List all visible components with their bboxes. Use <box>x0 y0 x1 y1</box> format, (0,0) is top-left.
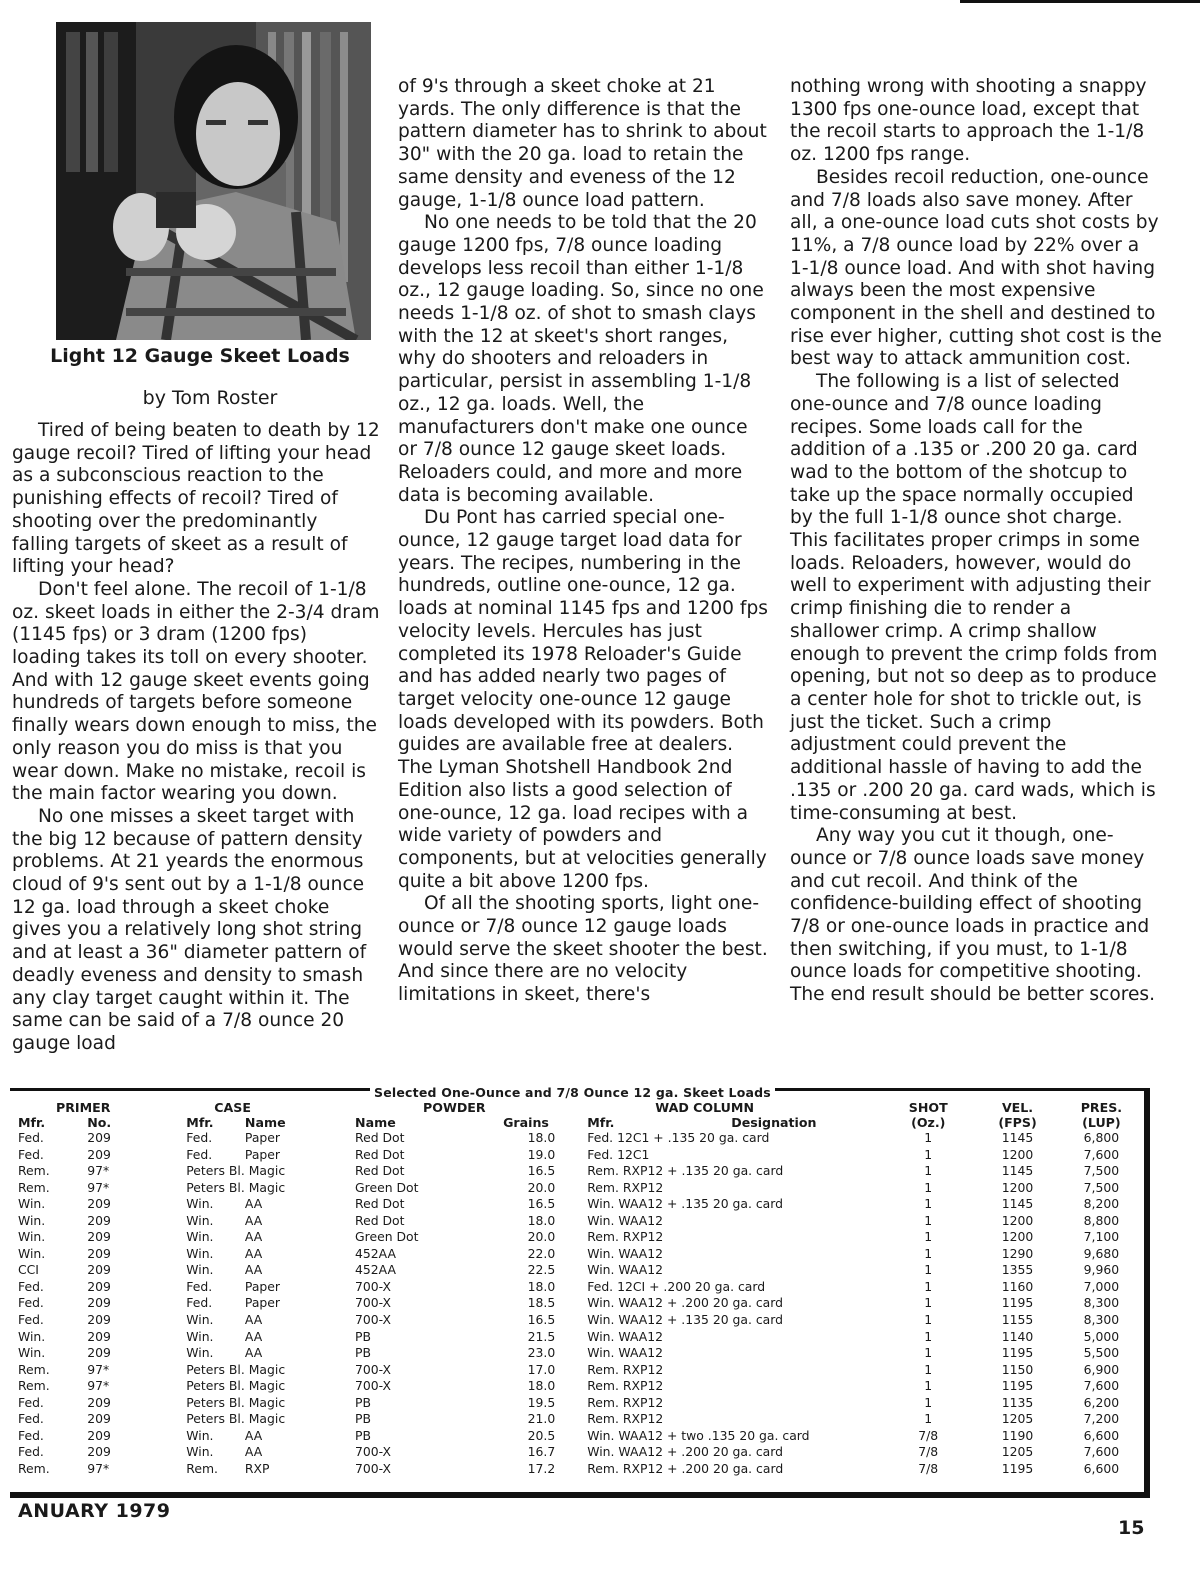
header-wad-mfr: Mfr. <box>587 1115 615 1130</box>
cell-wad: Rem. RXP12 <box>587 1411 664 1427</box>
cell-cname: AA <box>244 1229 263 1245</box>
cell-pno: 97* <box>87 1361 110 1377</box>
cell-grains: 22.0 <box>527 1245 556 1261</box>
cell-pmfr: Fed. <box>18 1146 44 1162</box>
cell-cname: AA <box>244 1312 263 1328</box>
cell-pno: 209 <box>87 1130 111 1145</box>
cell-cmfr: Win. <box>186 1444 214 1460</box>
cell-pmfr: Rem. <box>18 1460 50 1476</box>
cell-powder: 452AA <box>355 1245 396 1261</box>
cell-cname: Paper <box>244 1295 280 1311</box>
cell-vel: 1145 <box>1001 1196 1034 1212</box>
cell-cmfr: Win. <box>186 1427 214 1443</box>
cell-wad: Win. WAA12 <box>587 1212 664 1228</box>
header-primer-no: No. <box>87 1115 112 1130</box>
cell-pno: 209 <box>87 1328 111 1344</box>
cell-shot: 1 <box>924 1361 933 1377</box>
cell-pno: 209 <box>87 1345 111 1361</box>
cell-powder: PB <box>355 1328 372 1344</box>
cell-pmfr: Fed. <box>18 1411 44 1427</box>
cell-powder: 700-X <box>355 1460 392 1476</box>
table-row <box>16 1229 1142 1246</box>
cell-pno: 97* <box>87 1460 110 1476</box>
cell-vel: 1355 <box>1001 1262 1034 1278</box>
header-wad-designation: Designation <box>731 1115 817 1130</box>
cell-pmfr: Fed. <box>18 1394 44 1410</box>
cell-cname: Paper <box>244 1130 280 1145</box>
table-row <box>16 1130 1142 1147</box>
cell-pmfr: Win. <box>18 1229 46 1245</box>
group-shot: SHOT <box>908 1100 948 1115</box>
cell-pres: 8,800 <box>1083 1212 1120 1228</box>
cell-powder: Red Dot <box>355 1146 405 1162</box>
cell-grains: 20.0 <box>527 1179 556 1195</box>
cell-grains: 23.0 <box>527 1345 556 1361</box>
cell-powder: PB <box>355 1427 372 1443</box>
cell-cmfr: Peters Bl. Magic <box>186 1179 286 1195</box>
cell-pno: 209 <box>87 1394 111 1410</box>
cell-shot: 1 <box>924 1179 933 1195</box>
cell-grains: 18.5 <box>527 1295 556 1311</box>
cell-powder: Red Dot <box>355 1130 405 1145</box>
cell-wad: Win. WAA12 + .200 20 ga. card <box>587 1295 784 1311</box>
cell-vel: 1205 <box>1001 1444 1034 1460</box>
cell-wad: Win. WAA12 + .200 20 ga. card <box>587 1444 784 1460</box>
table-row <box>16 1411 1142 1428</box>
cell-powder: Red Dot <box>355 1196 405 1212</box>
cell-vel: 1195 <box>1001 1378 1034 1394</box>
table-row <box>16 1395 1142 1412</box>
table-row <box>16 1461 1142 1478</box>
cell-pmfr: Fed. <box>18 1444 44 1460</box>
cell-pno: 209 <box>87 1196 111 1212</box>
cell-cmfr: Rem. <box>186 1460 218 1476</box>
cell-pmfr: Rem. <box>18 1179 50 1195</box>
cell-vel: 1195 <box>1001 1295 1034 1311</box>
paragraph: of 9's through a skeet choke at 21 yards. The only difference is that the pattern diameter has to shrink to about 30" with the 20 ga. load to retain the same density and eveness of the 12 gauge, 1-1/8 ounce load pattern. <box>398 76 767 211</box>
paragraph: Don't feel alone. The recoil of 1-1/8 oz. skeet loads in either the 2-3/4 dram (1145 fps) or 3 dram (1200 fps) loading takes its toll on every shooter. And with 12 gauge skeet events going hundreds of targets before someone finally wears down enough to miss, the only reason you do miss is that you wear down. Make no mistake, recoil is the main factor wearing you down. <box>12 578 380 805</box>
cell-cmfr: Win. <box>186 1262 214 1278</box>
cell-cmfr: Fed. <box>186 1278 213 1294</box>
cell-cmfr: Peters Bl. Magic <box>186 1394 286 1410</box>
cell-shot: 1 <box>924 1212 933 1228</box>
cell-cmfr: Win. <box>186 1312 214 1328</box>
table-row <box>16 1362 1142 1379</box>
paragraph: Any way you cut it though, one-ounce or 7/8 ounce loads save money and cut recoil. And think of the confidence-building effect of shooting 7/8 or one-ounce loads in practice and then switching, if you must, to 1-1/8 ounce loads for competitive shooting. The end result should be better scores. <box>790 825 1155 1006</box>
cell-pres: 9,960 <box>1083 1262 1120 1278</box>
cell-cname: AA <box>244 1245 263 1261</box>
cell-wad: Fed. 12CI + .200 20 ga. card <box>587 1278 766 1294</box>
cell-cmfr: Win. <box>186 1196 214 1212</box>
cell-cname: AA <box>244 1345 263 1361</box>
cell-powder: 700-X <box>355 1361 392 1377</box>
article-byline: by Tom Roster <box>142 387 278 409</box>
cell-grains: 16.7 <box>527 1444 556 1460</box>
cell-shot: 7/8 <box>918 1460 939 1476</box>
cell-pres: 7,000 <box>1083 1278 1120 1294</box>
cell-shot: 1 <box>924 1196 933 1212</box>
cell-pres: 6,800 <box>1083 1130 1120 1145</box>
table-row <box>16 1378 1142 1395</box>
cell-wad: Rem. RXP12 <box>587 1378 664 1394</box>
table-row <box>16 1329 1142 1346</box>
cell-pno: 209 <box>87 1278 111 1294</box>
cell-vel: 1145 <box>1001 1130 1034 1145</box>
table-group-header-row <box>16 1100 1142 1115</box>
cell-wad: Win. WAA12 + two .135 20 ga. card <box>587 1427 810 1443</box>
group-powder: POWDER <box>423 1100 486 1115</box>
cell-wad: Rem. RXP12 <box>587 1179 664 1195</box>
paragraph: Besides recoil reduction, one-ounce and 7/8 loads also save money. After all, a one-ounce load cuts shot costs by 11%, a 7/8 ounce load by 22% over a 1-1/8 ounce load. And with shot having always been the most expensive component in the shell and destined to rise ever higher, cutting shot cost is the best way to attack ammunition cost. <box>790 166 1162 370</box>
cell-pres: 6,900 <box>1083 1361 1120 1377</box>
header-case-name: Name <box>244 1115 286 1130</box>
cell-pres: 7,600 <box>1083 1378 1120 1394</box>
group-primer: PRIMER <box>56 1100 111 1115</box>
cell-cname: AA <box>244 1444 263 1460</box>
group-wad: WAD COLUMN <box>655 1100 754 1115</box>
cell-cname: Paper <box>244 1146 280 1162</box>
cell-shot: 7/8 <box>918 1427 939 1443</box>
cell-cmfr: Peters Bl. Magic <box>186 1378 286 1394</box>
cell-shot: 1 <box>924 1278 933 1294</box>
cell-cname: AA <box>244 1328 263 1344</box>
top-rule <box>960 0 1200 3</box>
loads-table <box>16 1100 1142 1477</box>
cell-pno: 209 <box>87 1212 111 1228</box>
cell-vel: 1155 <box>1001 1312 1034 1328</box>
cell-shot: 1 <box>924 1146 933 1162</box>
table-header-row <box>16 1115 1142 1130</box>
cell-pno: 209 <box>87 1229 111 1245</box>
group-pres: PRES. <box>1080 1100 1123 1115</box>
header-grains: Grains <box>503 1115 549 1130</box>
cell-powder: 700-X <box>355 1444 392 1460</box>
cell-powder: 700-X <box>355 1278 392 1294</box>
cell-grains: 17.0 <box>527 1361 556 1377</box>
cell-shot: 1 <box>924 1312 933 1328</box>
paragraph: Du Pont has carried special one-ounce, 12 gauge target load data for years. The recipes, numbering in the hundreds, outline one-ounce, 12 ga. loads at nominal 1145 fps and 1200 fps velocity levels. Hercules has just completed its 1978 Reloader's Guide and has added nearly two pages of target velocity one-ounce 12 gauge loads developed with its powders. Both guides are available free at dealers. The Lyman Shotshell Handbook 2nd Edition also lists a good selection of one-ounce, 12 ga. load recipes with a wide variety of powders and components, but at velocities generally quite a bit above 1200 fps. <box>398 507 768 892</box>
cell-pmfr: Rem. <box>18 1163 50 1179</box>
table-row <box>16 1246 1142 1263</box>
cell-pmfr: Fed. <box>18 1278 44 1294</box>
column-2 <box>398 76 770 1007</box>
cell-vel: 1200 <box>1001 1146 1034 1162</box>
header-shot: (Oz.) <box>911 1115 946 1130</box>
cell-wad: Rem. RXP12 <box>587 1229 664 1245</box>
cell-pmfr: Fed. <box>18 1312 44 1328</box>
cell-powder: PB <box>355 1411 372 1427</box>
cell-shot: 1 <box>924 1394 933 1410</box>
cell-wad: Fed. 12C1 + .135 20 ga. card <box>587 1130 770 1145</box>
cell-wad: Win. WAA12 <box>587 1262 664 1278</box>
cell-cname: AA <box>244 1196 263 1212</box>
cell-wad: Win. WAA12 + .135 20 ga. card <box>587 1312 784 1328</box>
cell-pmfr: Rem. <box>18 1378 50 1394</box>
cell-cmfr: Win. <box>186 1328 214 1344</box>
cell-wad: Fed. 12C1 <box>587 1146 650 1162</box>
cell-powder: Green Dot <box>355 1229 419 1245</box>
cell-vel: 1205 <box>1001 1411 1034 1427</box>
table-row <box>16 1196 1142 1213</box>
header-vel: (FPS) <box>998 1115 1037 1130</box>
header-wad <box>585 1115 882 1130</box>
cell-shot: 1 <box>924 1345 933 1361</box>
cell-powder: Red Dot <box>355 1163 405 1179</box>
cell-pmfr: Win. <box>18 1245 46 1261</box>
cell-pmfr: Fed. <box>18 1295 44 1311</box>
cell-pno: 209 <box>87 1444 111 1460</box>
cell-pres: 7,200 <box>1083 1411 1120 1427</box>
cell-pres: 6,200 <box>1083 1394 1120 1410</box>
cell-grains: 18.0 <box>527 1130 556 1145</box>
cell-grains: 18.0 <box>527 1212 556 1228</box>
paragraph: Tired of being beaten to death by 12 gauge recoil? Tired of lifting your head as a subconscious reaction to the punishing effects of recoil? Tired of shooting over the predominantly falling targets of skeet as a result of lifting your head? <box>12 420 380 578</box>
cell-powder: 700-X <box>355 1312 392 1328</box>
cell-wad: Win. WAA12 <box>587 1345 664 1361</box>
cell-pres: 8,300 <box>1083 1295 1120 1311</box>
cell-pres: 8,200 <box>1083 1196 1120 1212</box>
header-case-mfr: Mfr. <box>186 1115 214 1130</box>
paragraph: nothing wrong with shooting a snappy 1300 fps one-ounce load, except that the recoil starts to approach the 1-1/8 oz. 1200 fps range. <box>790 76 1147 166</box>
cell-vel: 1200 <box>1001 1179 1034 1195</box>
paragraph: No one misses a skeet target with the big 12 because of pattern density problems. At 21 yeards the enormous cloud of 9's sent out by a 1-1/8 ounce 12 ga. load through a skeet choke gives you a relatively long shot string and at least a 36" diameter pattern of deadly eveness and density to smash any clay target caught within it. The same can be said of a 7/8 ounce 20 gauge load <box>12 805 367 1054</box>
cell-cname: AA <box>244 1427 263 1443</box>
cell-grains: 21.5 <box>527 1328 556 1344</box>
cell-shot: 1 <box>924 1130 933 1145</box>
cell-cmfr: Win. <box>186 1229 214 1245</box>
column-3 <box>790 76 1162 1007</box>
cell-wad: Rem. RXP12 <box>587 1394 664 1410</box>
issue-date: ANUARY 1979 <box>18 1500 171 1522</box>
cell-cmfr: Win. <box>186 1245 214 1261</box>
cell-cmfr: Win. <box>186 1212 214 1228</box>
cell-pno: 97* <box>87 1163 110 1179</box>
cell-vel: 1190 <box>1001 1427 1034 1443</box>
cell-powder: 700-X <box>355 1295 392 1311</box>
cell-shot: 1 <box>924 1378 933 1394</box>
cell-shot: 7/8 <box>918 1444 939 1460</box>
table-title: Selected One-Ounce and 7/8 Ounce 12 ga. Skeet Loads <box>370 1085 775 1100</box>
page-number: 15 <box>1118 1517 1145 1539</box>
cell-pno: 209 <box>87 1427 111 1443</box>
cell-vel: 1200 <box>1001 1212 1034 1228</box>
cell-pno: 209 <box>87 1146 111 1162</box>
cell-vel: 1195 <box>1001 1460 1034 1476</box>
cell-pno: 209 <box>87 1312 111 1328</box>
table-row <box>16 1147 1142 1164</box>
cell-pres: 7,600 <box>1083 1146 1120 1162</box>
cell-grains: 19.5 <box>527 1394 556 1410</box>
cell-wad: Rem. RXP12 + .135 20 ga. card <box>587 1163 784 1179</box>
cell-cname: AA <box>244 1212 263 1228</box>
cell-cmfr: Fed. <box>186 1146 213 1162</box>
cell-grains: 20.5 <box>527 1427 556 1443</box>
cell-pno: 209 <box>87 1295 111 1311</box>
cell-grains: 18.0 <box>527 1278 556 1294</box>
cell-shot: 1 <box>924 1229 933 1245</box>
cell-pmfr: Win. <box>18 1212 46 1228</box>
cell-pmfr: Fed. <box>18 1427 44 1443</box>
group-vel: VEL. <box>1001 1100 1034 1115</box>
table-row <box>16 1345 1142 1362</box>
cell-grains: 21.0 <box>527 1411 556 1427</box>
cell-vel: 1195 <box>1001 1345 1034 1361</box>
cell-pres: 7,600 <box>1083 1444 1120 1460</box>
table-row <box>16 1428 1142 1445</box>
cell-grains: 16.5 <box>527 1312 556 1328</box>
article-title: Light 12 Gauge Skeet Loads <box>50 345 350 367</box>
table-row <box>16 1163 1142 1180</box>
cell-vel: 1200 <box>1001 1229 1034 1245</box>
cell-pmfr: Win. <box>18 1196 46 1212</box>
cell-pres: 7,500 <box>1083 1179 1120 1195</box>
cell-cmfr: Peters Bl. Magic <box>186 1411 286 1427</box>
cell-powder: Green Dot <box>355 1179 419 1195</box>
table-row <box>16 1295 1142 1312</box>
cell-cname: RXP <box>244 1460 270 1476</box>
cell-wad: Rem. RXP12 <box>587 1361 664 1377</box>
cell-powder: Red Dot <box>355 1212 405 1228</box>
cell-pres: 6,600 <box>1083 1427 1120 1443</box>
cell-wad: Win. WAA12 + .135 20 ga. card <box>587 1196 784 1212</box>
cell-pres: 5,500 <box>1083 1345 1120 1361</box>
cell-wad: Win. WAA12 <box>587 1328 664 1344</box>
cell-pmfr: Win. <box>18 1328 46 1344</box>
cell-pres: 7,100 <box>1083 1229 1120 1245</box>
cell-pmfr: CCI <box>18 1262 39 1278</box>
cell-powder: PB <box>355 1394 372 1410</box>
cell-cmfr: Win. <box>186 1345 214 1361</box>
table-row <box>16 1444 1142 1461</box>
cell-pres: 8,300 <box>1083 1312 1120 1328</box>
cell-shot: 1 <box>924 1328 933 1344</box>
cell-shot: 1 <box>924 1295 933 1311</box>
cell-powder: PB <box>355 1345 372 1361</box>
paragraph: No one needs to be told that the 20 gauge 1200 fps, 7/8 ounce loading develops less recoil than either 1-1/8 oz., 12 gauge loading. So, since no one needs 1-1/8 oz. of shot to smash clays with the 12 at skeet's short ranges, why do shooters and reloaders in particular, persist in assembling 1-1/8 oz., 12 ga. loads. Well, the manufacturers don't make one ounce or 7/8 ounce 12 gauge skeet loads. Reloaders could, and more and more data is becoming available. <box>398 212 764 506</box>
cell-vel: 1135 <box>1001 1394 1034 1410</box>
table-row <box>16 1180 1142 1197</box>
table-body <box>16 1130 1142 1477</box>
cell-pmfr: Fed. <box>18 1130 44 1145</box>
cell-cmfr: Fed. <box>186 1130 213 1145</box>
paragraph: Of all the shooting sports, light one-ounce or 7/8 ounce 12 gauge loads would serve the skeet shooter the best. And since there are no velocity limitations in skeet, there's <box>398 893 768 1006</box>
cell-pno: 209 <box>87 1245 111 1261</box>
cell-grains: 19.0 <box>527 1146 556 1162</box>
header-powder-name: Name <box>355 1115 396 1130</box>
cell-grains: 17.2 <box>527 1460 556 1476</box>
cell-wad: Win. WAA12 <box>587 1245 664 1261</box>
header-pres: (LUP) <box>1082 1115 1121 1130</box>
cell-cmfr: Peters Bl. Magic <box>186 1163 286 1179</box>
cell-shot: 1 <box>924 1411 933 1427</box>
table-row <box>16 1279 1142 1296</box>
cell-vel: 1140 <box>1001 1328 1034 1344</box>
cell-powder: 700-X <box>355 1378 392 1394</box>
cell-grains: 16.5 <box>527 1163 556 1179</box>
cell-pmfr: Win. <box>18 1345 46 1361</box>
cell-pres: 7,500 <box>1083 1163 1120 1179</box>
cell-cmfr: Peters Bl. Magic <box>186 1361 286 1377</box>
cell-shot: 1 <box>924 1245 933 1261</box>
cell-vel: 1160 <box>1001 1278 1034 1294</box>
cell-pno: 209 <box>87 1262 111 1278</box>
cell-wad: Rem. RXP12 + .200 20 ga. card <box>587 1460 784 1476</box>
cell-pres: 9,680 <box>1083 1245 1120 1261</box>
cell-pno: 97* <box>87 1378 110 1394</box>
cell-cname: AA <box>244 1262 263 1278</box>
cell-shot: 1 <box>924 1163 933 1179</box>
table-row <box>16 1312 1142 1329</box>
cell-pno: 97* <box>87 1179 110 1195</box>
cell-pres: 5,000 <box>1083 1328 1120 1344</box>
cell-vel: 1150 <box>1001 1361 1034 1377</box>
cell-vel: 1290 <box>1001 1245 1034 1261</box>
cell-grains: 22.5 <box>527 1262 556 1278</box>
cell-grains: 18.0 <box>527 1378 556 1394</box>
cell-shot: 1 <box>924 1262 933 1278</box>
cell-powder: 452AA <box>355 1262 396 1278</box>
cell-grains: 20.0 <box>527 1229 556 1245</box>
table-row <box>16 1213 1142 1230</box>
paragraph: The following is a list of selected one-ounce and 7/8 ounce loading recipes. Some loads call for the addition of a .135 or .200 20 ga. card wad to the bottom of the shotcup to take up the space normally occupied by the full 1-1/8 ounce shot charge. This facilitates proper crimps in some loads. Reloaders, however, would do well to experiment with adjusting their crimp finishing die to render a shallower crimp. A crimp shallow enough to prevent the crimp folds from opening, but not so deep as to produce a center hole for shot to trickle out, is just the ticket. Such a crimp adjustment could prevent the additional hassle of having to add the .135 or .200 20 ga. card wads, which is time-consuming at best. <box>790 371 1158 824</box>
column-1 <box>12 420 380 1056</box>
table-row <box>16 1262 1142 1279</box>
cell-cmfr: Fed. <box>186 1295 213 1311</box>
author-photo <box>56 22 371 340</box>
cell-grains: 16.5 <box>527 1196 556 1212</box>
cell-cname: Paper <box>244 1278 280 1294</box>
header-primer-mfr: Mfr. <box>18 1115 46 1130</box>
cell-pres: 6,600 <box>1083 1460 1120 1476</box>
cell-pno: 209 <box>87 1411 111 1427</box>
cell-vel: 1145 <box>1001 1163 1034 1179</box>
group-case: CASE <box>214 1100 251 1115</box>
cell-pmfr: Rem. <box>18 1361 50 1377</box>
